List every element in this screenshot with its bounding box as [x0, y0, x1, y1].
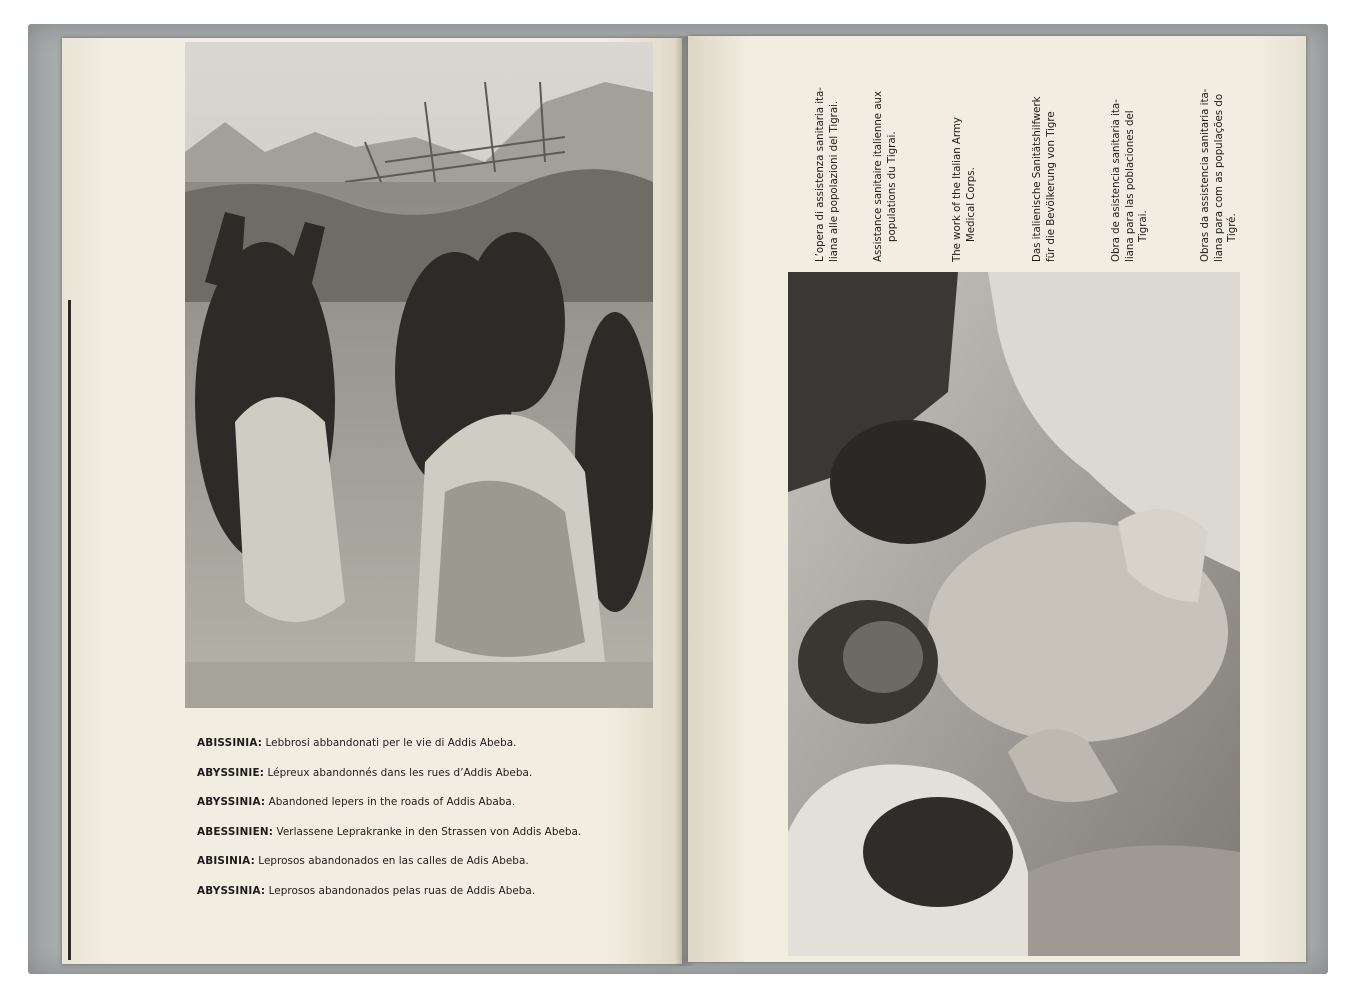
caption-country: ABESSINIEN: [197, 825, 274, 838]
caption-country: ABYSSINIE: [197, 766, 265, 779]
caption-french-vertical [872, 91, 899, 262]
page-edge-shadow [68, 300, 71, 960]
caption-line: für die Bevölkerung von Tigre [1045, 111, 1057, 262]
caption-line: Obras da assistencia sanitaria ita- [1200, 88, 1211, 262]
caption-english [197, 796, 657, 826]
caption-portuguese [197, 885, 657, 915]
caption-text: Lebbrosi abbandonati per le vie di Addis Abeba. [265, 737, 517, 749]
caption-line: Obra de asistencia sanitaria ita- [1111, 99, 1122, 262]
caption-line: L’opera di assistenza sanitaria ita- [815, 87, 826, 262]
caption-line: liana alle popolazioni del Tigrai. [828, 100, 840, 262]
caption-german [197, 826, 657, 856]
caption-line: Medical Corps. [965, 167, 977, 242]
caption-german-vertical [1031, 96, 1058, 262]
caption-country: ABISINIA: [197, 855, 255, 867]
caption-portuguese-vertical [1199, 89, 1240, 262]
caption-line: Das italienische Sanitätshilfwerk [1032, 96, 1043, 262]
caption-text: Verlassene Leprakranke in den Strassen von Addis Abeba. [276, 825, 582, 838]
caption-text: Leprosos abandonados en las calles de Adis Abeba. [258, 855, 529, 867]
caption-italian-vertical [814, 87, 841, 262]
caption-line: Assistance sanitaire italienne aux [873, 90, 884, 262]
caption-country: ABYSSINIA: [197, 884, 266, 897]
lepers-photo [185, 42, 653, 708]
caption-line: Tigrai. [1138, 210, 1149, 242]
caption-country: ABISSINIA: [197, 737, 263, 749]
caption-line: populations du Tigrai. [886, 131, 898, 242]
caption-text: Lépreux abandonnés dans les rues d’Addis Abeba. [267, 766, 533, 779]
left-caption-list [197, 737, 657, 914]
caption-spanish [197, 855, 657, 885]
caption-french [197, 767, 657, 797]
medical-care-photo [788, 272, 1240, 956]
caption-text: Abandoned lepers in the roads of Addis Ababa. [268, 796, 516, 808]
caption-line: liana para com as populações do [1213, 93, 1225, 262]
caption-text: Leprosos abandonados pelas ruas de Addis Abeba. [268, 884, 536, 897]
caption-spanish-vertical [1110, 99, 1151, 262]
caption-country: ABYSSINIA: [197, 796, 266, 808]
caption-line: liana para las poblaciones del [1124, 110, 1136, 262]
caption-line: Tigré. [1227, 213, 1238, 242]
caption-line: The work of the Italian Army [952, 117, 963, 262]
caption-english-vertical [951, 117, 978, 262]
caption-italian [197, 737, 657, 767]
